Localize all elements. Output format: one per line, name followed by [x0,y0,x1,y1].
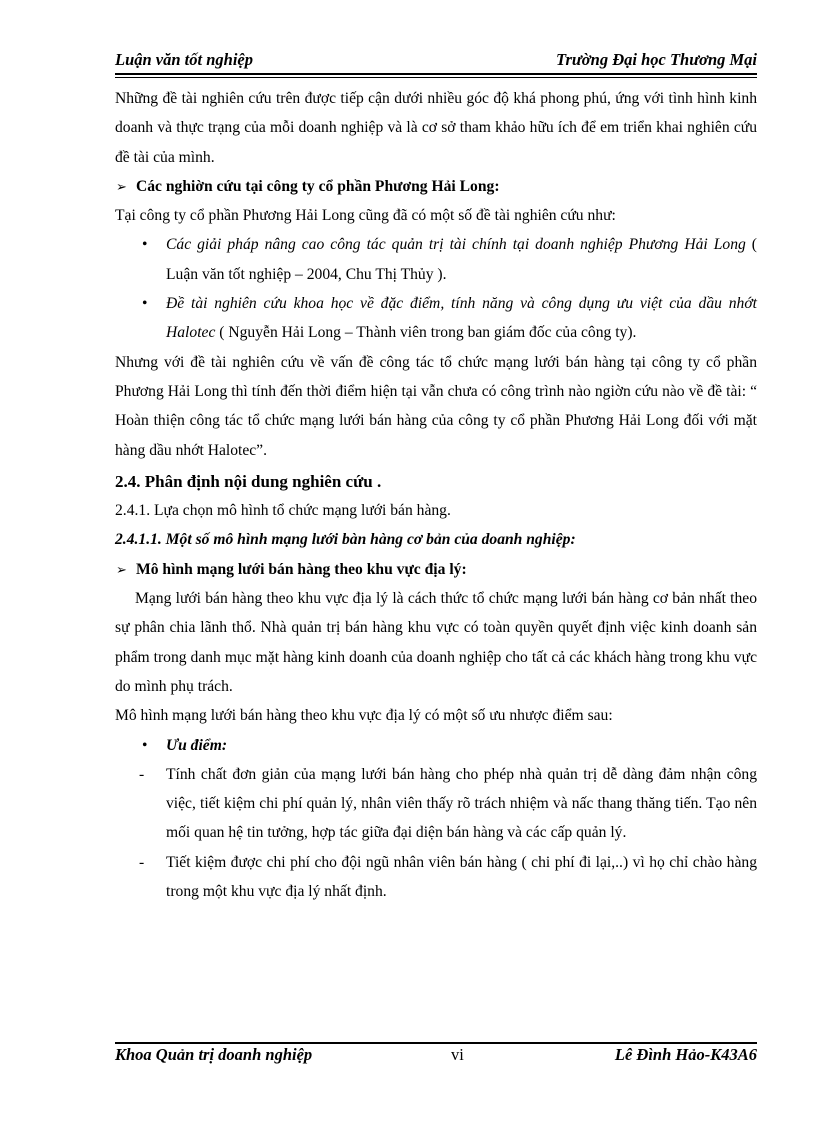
arrow-bullet-icon: ➢ [116,178,127,194]
section-heading-2-4-1: 2.4.1. Lựa chọn mô hình tổ chức mạng lưới bán hàng. [115,502,451,520]
footer-faculty: Khoa Quản trị doanh nghiệp [115,1045,313,1064]
research-title: Đề tài nghiên cứu khoa học về đặc điểm, tính năng và công dụng ưu việt của dầu nhớt Halotec [166,295,757,342]
header-divider [115,73,757,78]
footer-author: Lê Đình Hảo-K43A6 [614,1045,757,1064]
dash-bullet-icon: - [139,765,145,783]
advantage-text: Tính chất đơn giản của mạng lưới bán hàng cho phép nhà quản trị dễ dàng đảm nhận công việc, tiết kiệm chi phí quản lý, nhân viên thấy rõ trách nhiệm và nấc thang thăng tiến. Tạo nên mối quan hệ tin tưởng, hợp tác giữa đại diện bán hàng và các cấp quản lý. [166,765,757,842]
section-heading-2-4-1-1: 2.4.1.1. Một số mô hình mạng lưới bàn hàng cơ bản của doanh nghiệp: [115,531,576,549]
header-thesis-label: Luận văn tốt nghiệp [115,50,253,69]
bullet-icon: • [142,236,148,254]
page-header [115,47,757,73]
research-title: Các giải pháp nâng cao công tác quản trị tài chính tại doanh nghiệp Phương Hải Long [166,236,746,254]
advantages-label: Ưu điểm: [166,736,228,754]
header-university-name: Trường Đại học Thương Mại [556,50,757,69]
page-number: vi [451,1045,464,1064]
research-gap-paragraph: Nhưng với đề tài nghiên cứu về vấn đề công tác tổ chức mạng lưới bán hàng tại công ty cổ phần Phương Hải Long thì tính đến thời điểm hiện tại vẫn chưa có công trình nào ngiờn cứu nào về đề tài: “ Hoàn thiện công tác tổ chức mạng lưới bán hàng của công ty cổ phần Phương Hải Long đối với mặt hàng dầu nhớt Halotec”. [115,353,757,459]
subheading-text: Các nghiờn cứu tại công ty cổ phần Phương Hải Long: [136,177,500,195]
section-heading-2-4: 2.4. Phân định nội dung nghiên cứu . [115,471,382,491]
page-footer [115,1045,757,1069]
subheading-research-at-company [115,172,757,201]
geographic-model-paragraph: Mạng lưới bán hàng theo khu vực địa lý là cách thức tổ chức mạng lưới bán hàng cơ bản nhất theo sự phân chia lãnh thổ. Nhà quản trị bán hàng khu vực có toàn quyền quyết định việc kinh doanh sản phẩm trong danh mục mặt hàng kinh doanh của doanh nghiệp cho tất cả các khách hàng trong khu vực do mình phụ trách. [115,590,757,695]
subheading-text: Mô hình mạng lưới bán hàng theo khu vực địa lý: [136,560,467,578]
research-list-item [115,230,757,289]
research-note: ( Nguyễn Hải Long – Thành viên trong ban giám đốc của công ty). [215,324,637,342]
advantage-text: Tiết kiệm được chi phí cho đội ngũ nhân viên bán hàng ( chi phí đi lại,..) vì họ chỉ chào hàng trong một khu vực địa lý nhất định. [166,853,757,901]
dash-bullet-icon: - [139,853,145,871]
research-note: ( Luận văn tốt nghiệp – 2004, Chu Thị Thủy ). [166,236,757,283]
pros-cons-intro: Mô hình mạng lưới bán hàng theo khu vực địa lý có một số ưu nhược điểm sau: [115,707,613,725]
intro-paragraph: Những đề tài nghiên cứu trên được tiếp cận dưới nhiều góc độ khá phong phú, ứng với tình hình kinh doanh và thực trạng của mỗi doanh nghiệp và là cơ sở tham khảo hữu ích để em triển khai nghiên cứu đề tài của mình. [115,90,757,166]
company-intro-paragraph: Tại công ty cổ phần Phương Hải Long cũng đã có một số đề tài nghiên cứu như: [115,207,616,225]
research-list-item [115,289,757,348]
subheading-geographic-model [115,555,757,584]
arrow-bullet-icon: ➢ [116,561,127,577]
page-body [115,84,757,906]
advantages-heading [115,731,757,760]
advantage-item [115,848,757,907]
advantage-item [115,760,757,848]
document-page [115,0,757,1123]
bullet-icon: • [142,295,148,313]
bullet-icon: • [142,736,148,754]
